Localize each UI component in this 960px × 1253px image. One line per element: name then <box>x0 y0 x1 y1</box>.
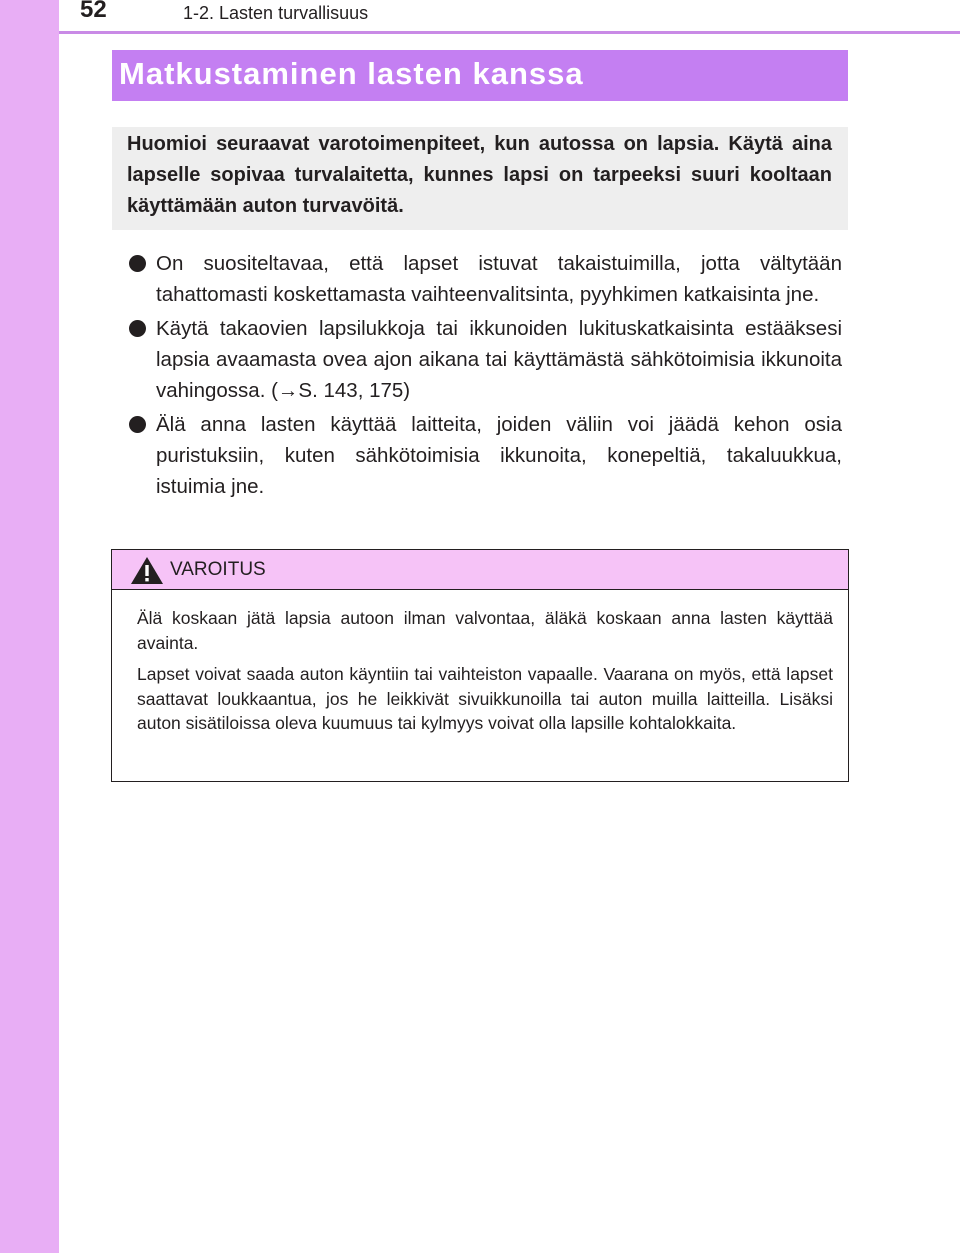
warning-paragraph: Lapset voivat saada auton käyntiin tai vaihteiston vapaalle. Vaarana on myös, että lapset saattavat loukkaantua, jos he leikkivät sivuikkunoilla tai auton muilla laitteilla. Lisäksi auton sisätiloissa oleva kuumuus tai kylmyys voivat olla lapsille kohtalokkaita. <box>137 664 833 733</box>
header-rule <box>59 31 960 34</box>
page-sidebar <box>0 0 59 1253</box>
section-title: 1-2. Lasten turvallisuus <box>183 3 369 23</box>
intro-text: Huomioi seuraavat varotoimenpiteet, kun autossa on lapsia. Käytä aina lapselle sopivaa turvalaitetta, kunnes lapsi on tarpeeksi suuri kooltaan käyttämään auton turvavöitä. <box>127 133 832 217</box>
warning-header <box>112 550 848 590</box>
list-item <box>127 248 842 310</box>
bullet-text: On suositeltavaa, että lapset istuvat takaistuimilla, jotta vältytään tahattomasti koskettamasta vaihteenvalitsinta, pyyhkimen katkaisinta jne. <box>156 252 842 306</box>
warning-paragraph: Älä koskaan jätä lapsia autoon ilman valvontaa, äläkä koskaan anna lasten käyttää avainta. <box>137 608 833 653</box>
warning-box <box>111 549 849 782</box>
list-item <box>127 313 842 406</box>
bullet-icon <box>129 255 146 272</box>
list-item <box>127 409 842 502</box>
warning-label: VAROITUS <box>170 559 266 580</box>
bullet-icon <box>129 416 146 433</box>
bullet-text: Käytä takaovien lapsilukkoja tai ikkunoiden lukituskatkaisinta estääksesi lapsia avaamasta ovea ajon aikana tai käyttämästä sähkötoimisia ikkunoita vahingossa. (→S. 143, 175) <box>156 317 842 402</box>
bullet-icon <box>129 320 146 337</box>
page-title: Matkustaminen lasten kanssa <box>119 56 584 91</box>
bullet-text: Älä anna lasten käyttää laitteita, joiden väliin voi jäädä kehon osia puristuksiin, kuten sähkötoimisia ikkunoita, konepeltiä, takaluukkua, istuimia jne. <box>156 413 842 498</box>
warning-body <box>137 606 833 743</box>
warning-triangle-icon <box>130 556 164 585</box>
page-number: 52 <box>80 0 107 23</box>
bullet-list <box>127 248 842 505</box>
